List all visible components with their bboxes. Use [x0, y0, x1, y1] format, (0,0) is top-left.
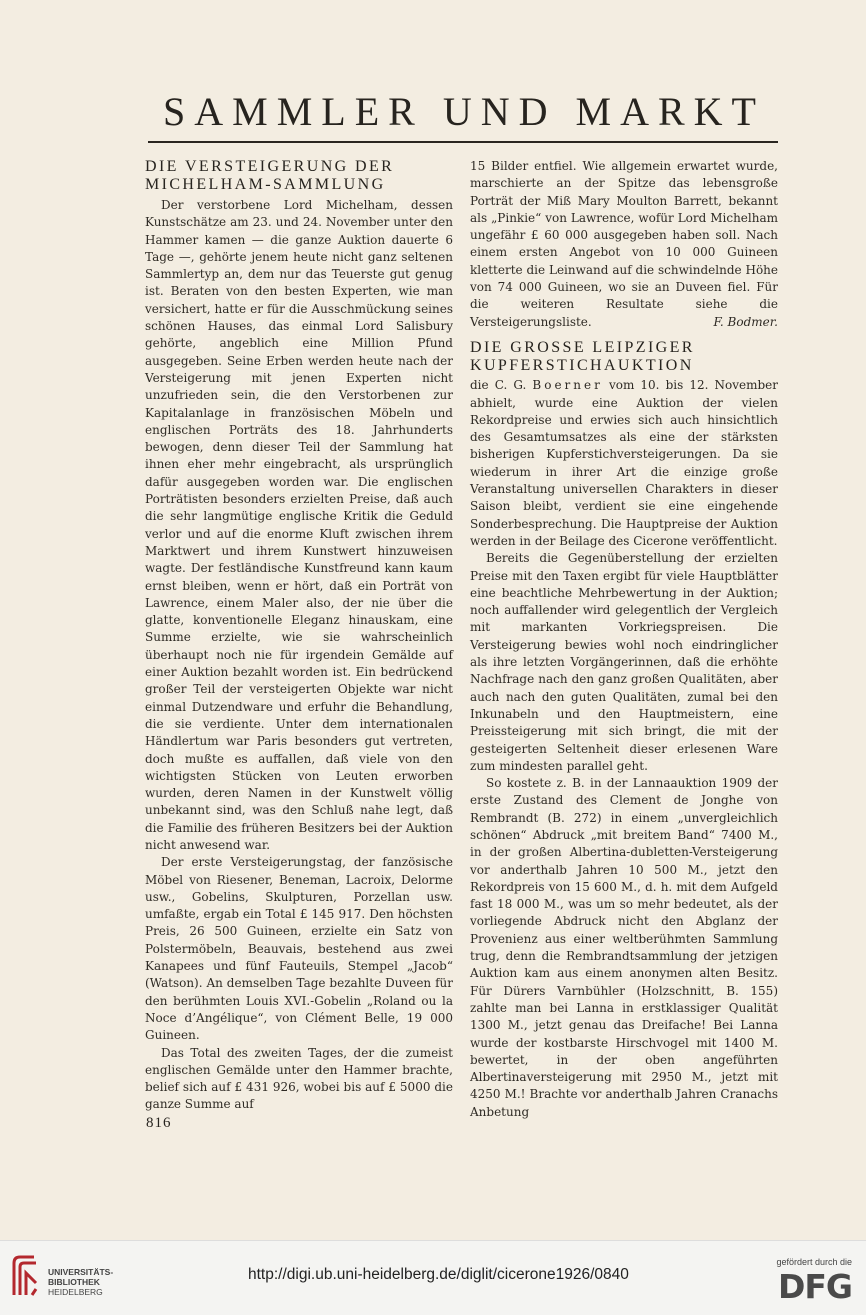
paragraph: Das Total des zweiten Tages, der die zumeist englischen Gemälde unter den Hammer brachte, belief sich auf £ 431 926, wobei bis auf £ 5000 die ganze Summe auf [145, 1045, 453, 1112]
page-number: 816 [146, 1115, 172, 1131]
article-heading-leipzig [470, 339, 778, 375]
paragraph: Der verstorbene Lord Michelham, dessen Kunstschätze am 23. und 24. November unter den Hammer kamen — die ganze Auktion dauerte 6 Tage —, gehörte jenem heute nicht ganz seltenen Sammlertyp an, dem nur das Teuerste gut genug ist. Beraten von den besten Experten, wie man versichert, hatte er für die Ausschmückung seines schönen Hauses, das einmal Lord Salisbury gehörte, angeblich eine Million Pfund ausgegeben. Seine Erben werden heute nach der Versteigerung mit jenen Experten nicht unzufrieden sein, die den Verstorbenen zur Kapitalanlage in französischen Möbeln und englischen Porträts des 18. Jahrhunderts bewogen, denn dieser Teil der Sammlung hat ihnen eher mehr eingebracht, als ursprünglich dafür ausgegeben worden war. Die englischen Porträtisten besonders erzielten Preise, daß auch die sehr langmütige englische Kritik die Geduld verlor und auf die enorme Kluft zwischen ihrem Marktwert und ihrem Kunstwert hinzuweisen wagte. Der festländische Kunstfreund kann kaum ernst bleiben, wenn er hört, daß ein Porträt von Lawrence, einem Maler also, der nie über die glatte, konventionelle Eleganz hinauskam, eine Summe erzielte, wie sie wahrscheinlich überhaupt noch nie für irgendein Gemälde auf einer Auktion bezahlt worden ist. Ein bedrückend großer Teil der versteigerten Objekte war nicht einmal Dutzendware und erfuhr die Behandlung, die sie verdiente. Unter dem internationalen Händlertum war Paris besonders gut vertreten, doch mußte es auffallen, daß viele von den wichtigsten Stücken von Leuten erworben wurden, deren Namen in der Kunstwelt völlig unbekannt sind, was den Schluß nahe legt, daß die Familie des früheren Besitzers bei der Auktion nicht anwesend war. [145, 198, 453, 852]
funding-caption: gefördert durch die [776, 1257, 852, 1267]
lead-rest: vom 10. bis 12. November abhielt, wurde eine Auktion der vielen Rekordpreise und erwies sich auch hinsichtlich des Gesamtumsatzes als eine der stärksten bisherigen Kupferstichversteigerungen. Da sie wiederum in ihrer Art die einzige große Veranstaltung universellen Charakters in dieser Saison bleibt, verdient sie eine eingehende Sonderbesprechung. Die Hauptpreise der Auktion werden in der Beilage des Cicerone veröffentlicht. [470, 378, 778, 548]
right-column [470, 158, 778, 1121]
auction-house-name: Boerner [532, 378, 603, 393]
masthead-rule [148, 141, 778, 143]
heading-line: MICHELHAM-SAMMLUNG [145, 176, 386, 193]
permalink-url[interactable]: http://digi.ub.uni-heidelberg.de/diglit/cicerone1926/0840 [248, 1266, 629, 1283]
library-name-line: BIBLIOTHEK [48, 1277, 100, 1287]
dfg-logo: DFG [777, 1267, 852, 1306]
paragraph: Bereits die Gegenüberstellung der erzielten Preise mit den Taxen ergibt für viele Hauptblätter eine beachtliche Mehrbewertung in der Auktion; noch auffallender wird gelegentlich der Vergleich mit markanten Vorkriegspreisen. Die Versteigerung bewies wohl noch eindringlicher als ihre letzten Vorgängerinnen, daß die erhöhte Nachfrage nach den ganz großen Qualitäten, aber auch nach den guten Qualitäten, zumal bei den Inkunabeln und den Hauptmeistern, eine Preissteigerung mit sich bringt, die mit der gesteigerten Seltenheit dieser erlesenen Ware zum mindesten parallel geht. [470, 551, 778, 773]
library-name-line: UNIVERSITÄTS- [48, 1267, 114, 1277]
digitization-footer [0, 1240, 866, 1315]
heading-line: DIE VERSTEIGERUNG DER [145, 158, 395, 175]
section-masthead: SAMMLER UND MARKT [163, 89, 765, 134]
heading-line: DIE GROSSE LEIPZIGER [470, 339, 695, 357]
lead-in: die C. G. [470, 378, 533, 393]
paragraph-continuation: 15 Bilder entfiel. Wie allgemein erwartet wurde, marschierte an der Spitze das lebensgroße Porträt der Miß Mary Moulton Barrett, bekannt als „Pinkie“ von Lawrence, wofür Lord Michelham ungefähr £ 60 000 ausgegeben haben soll. Nach einem ersten Angebot von 10 000 Guineen kletterte die Leinwand auf die schwindelnde Höhe von 74 000 Guineen, wo sie an Duveen fiel. Für die weiteren Resultate siehe die Versteigerungsliste. [470, 159, 778, 329]
library-name-line: HEIDELBERG [48, 1287, 103, 1297]
author-signature: F. Bodmer. [713, 314, 778, 329]
paragraph-lead [470, 377, 778, 550]
library-name [48, 1267, 113, 1297]
paragraph: So kostete z. B. in der Lannaauktion 1909 der erste Zustand des Clement de Jonghe von Rembrandt (B. 272) in einem „unvergleichlich schönen“ Abdruck „mit breitem Band“ 7400 M., in der großen Albertina-dubletten-Versteigerung vor anderthalb Jahren 10 500 M., jetzt den Rekordpreis von 15 600 M., d. h. mit dem Aufgeld fast 18 000 M., was um so mehr bedeutet, als der vorliegende Abdruck nicht den Abglanz der Provenienz aus einer weltberühmten Sammlung trug, denn die Rembrandtsammlung der jetzigen Auktion kam aus einem anonymen alten Besitz. Für Dürers Varnbühler (Holzschnitt, B. 155) zahlte man bei Lanna in erstklassiger Qualität 1300 M., jetzt genau das Dreifache! Bei Lanna wurde der kostbarste Hirschvogel mit 1400 M. bewertet, in der oben angeführten Albertinaversteigerung mit 2950 M., jetzt mit 4250 M.! Brachte vor anderthalb Jahren Cranachs Anbetung [470, 776, 778, 1119]
left-column [145, 158, 453, 1114]
article-heading-michelham [145, 158, 453, 194]
university-library-logo-icon [10, 1255, 40, 1297]
paragraph: Der erste Versteigerungstag, der fanzösische Möbel von Riesener, Beneman, Lacroix, Delorme usw., Gobelins, Skulpturen, Porzellan usw. umfaßte, ergab ein Total £ 145 917. Den höchsten Preis, 26 500 Guineen, erzielte ein Satz von Polstermöbeln, Beauvais, bestehend aus zwei Kanapees und fünf Fauteuils, Stempel „Jacob“ (Watson). An demselben Tage bezahlte Duveen für den berühmten Louis XVI.-Gobelin „Roland ou la Noce d’Angélique“, von Clément Belle, 19 000 Guineen. [145, 855, 453, 1043]
heading-line: KUPFERSTICHAUKTION [470, 357, 694, 375]
